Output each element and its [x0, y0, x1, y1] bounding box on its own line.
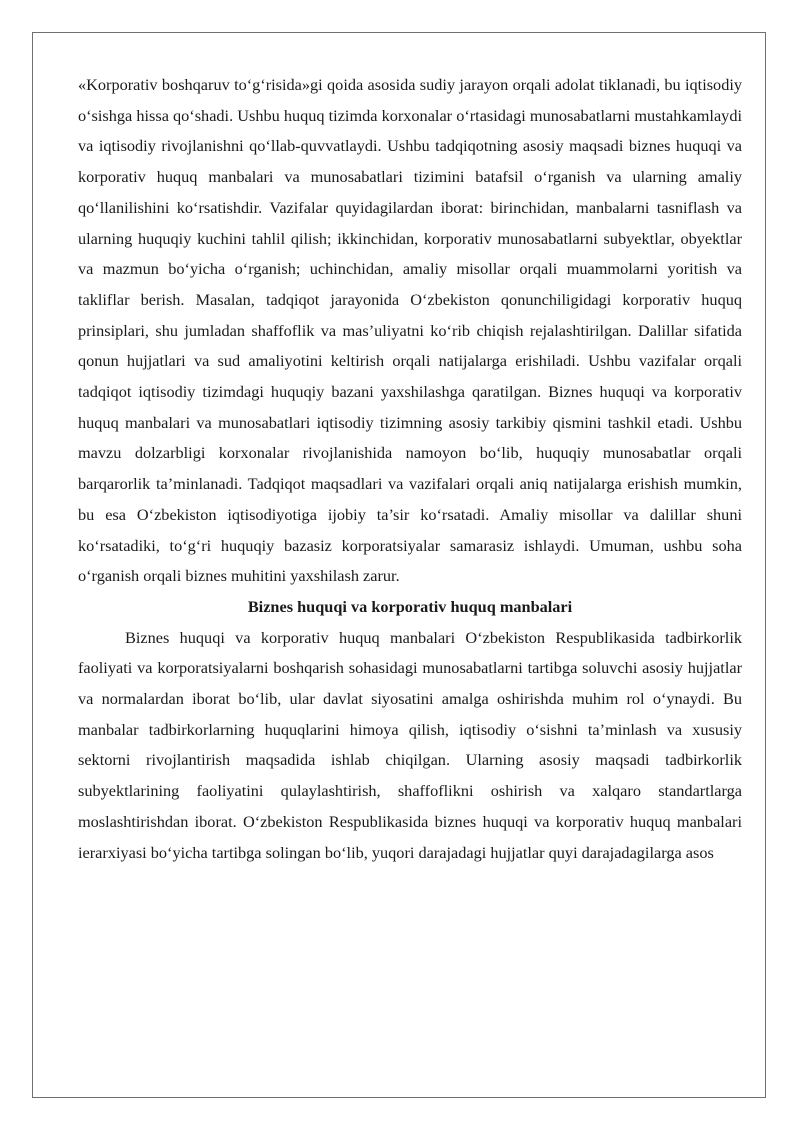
body-paragraph-1: «Korporativ boshqaruv to‘g‘risida»gi qoida asosida sudiy jarayon orqali adolat tiklanadi, bu iqtisodiy o‘sishga hissa qo‘shadi. Ushbu huquq tizimda korxonalar o‘rtasidagi munosabatlarni mustahkamlaydi va iqtisodiy rivojlanishni qo‘llab-quvvatlaydi. Ushbu tadqiqotning asosiy maqsadi biznes huquqi va korporativ huquq manbalari va munosabatlari tizimini batafsil o‘rganish va ularning amaliy qo‘llanilishini ko‘rsatishdir. Vazifalar quyidagilardan iborat: birinchidan, manbalarni tasniflash va ularning huquqiy kuchini tahlil qilish; ikkinchidan, korporativ munosabatlarni subyektlar, obyektlar va mazmun bo‘yicha o‘rganish; uchinchidan, amaliy misollar orqali muammolarni yoritish va takliflar berish. Masalan, tadqiqot jarayonida O‘zbekiston qonunchiligidagi korporativ huquq prinsiplari, shu jumladan shaffoflik va mas’uliyatni ko‘rib chiqish rejalashtirilgan. Dalillar sifatida qonun hujjatlari va sud amaliyotini keltirish orqali natijalarga erishiladi. Ushbu vazifalar orqali tadqiqot iqtisodiy tizimdagi huquqiy bazani yaxshilashga qaratilgan. Biznes huquqi va korporativ huquq manbalari va munosabatlari iqtisodiy tizimning asosiy tarkibiy qismini tashkil etadi. Ushbu mavzu dolzarbligi korxonalar rivojlanishida namoyon bo‘lib, huquqiy munosabatlar orqali barqarorlik ta’minlanadi. Tadqiqot maqsadlari va vazifalari orqali aniq natijalarga erishish mumkin, bu esa O‘zbekiston iqtisodiyotiga ijobiy ta’sir ko‘rsatadi. Amaliy misollar va dalillar shuni ko‘rsatadiki, to‘g‘ri huquqiy bazasiz korporatsiyalar samarasiz ishlaydi. Umuman, ushbu soha o‘rganish orqali biznes muhitini yaxshilash zarur. [78, 75, 742, 586]
document-body [78, 70, 742, 868]
body-paragraph-2: Biznes huquqi va korporativ huquq manbalari O‘zbekiston Respublikasida tadbirkorlik faoliyati va korporatsiyalarni boshqarish sohasidagi munosabatlarni tartibga soluvchi asosiy hujjatlar va normalardan iborat bo‘lib, ular davlat siyosatini amalga oshirishda muhim rol o‘ynaydi. Bu manbalar tadbirkorlarning huquqlarini himoya qilish, iqtisodiy o‘sishni ta’minlash va xususiy sektorni rivojlantirish maqsadida ishlab chiqilgan. Ularning asosiy maqsadi tadbirkorlik subyektlarining faoliyatini qulaylashtirish, shaffoflikni oshirish va xalqaro standartlarga moslashtirishdan iborat. O‘zbekiston Respublikasida biznes huquqi va korporativ huquq manbalari ierarxiyasi bo‘yicha tartibga solingan bo‘lib, yuqori darajadagi hujjatlar quyi darajadagilarga asos [78, 627, 742, 862]
section-heading: Biznes huquqi va korporativ huquq manbalari [247, 596, 573, 616]
